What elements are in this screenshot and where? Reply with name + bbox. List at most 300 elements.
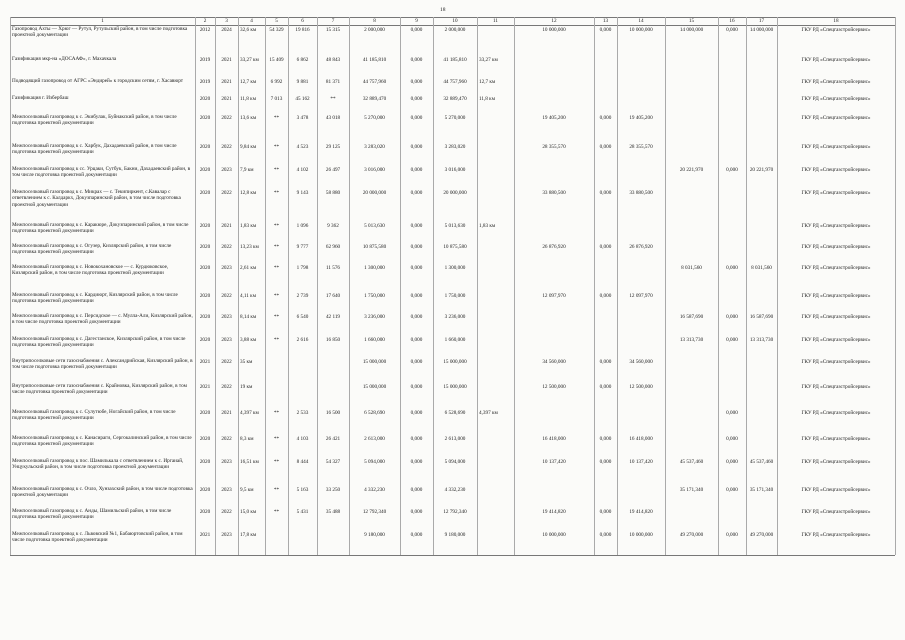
- table-cell: 0,000: [410, 265, 423, 271]
- table-cell: 2022: [221, 144, 232, 150]
- table-cell: 2022: [221, 115, 232, 121]
- table-cell: **: [273, 144, 280, 150]
- table-cell: 17 640: [325, 293, 341, 299]
- table-cell: 3,88 км: [240, 337, 257, 343]
- table-cell: 12,7 км: [240, 79, 257, 85]
- table-cell: 20 000,000: [443, 190, 467, 196]
- table-cell: **: [273, 115, 280, 121]
- table-cell: 5 163: [296, 487, 309, 493]
- header-col-number: 10: [452, 18, 458, 24]
- table-cell: 12,8 км: [240, 190, 257, 196]
- table-cell: 54 329: [269, 27, 284, 33]
- table-cell: 2020: [199, 509, 211, 515]
- table-cell: 0,000: [599, 384, 612, 390]
- table-cell: **: [273, 293, 280, 299]
- table-cell: 2021: [221, 57, 232, 63]
- table-cell: 34 560,000: [629, 359, 653, 365]
- table-cell: 14 000,000: [749, 27, 774, 33]
- table-cell: 2020: [199, 265, 211, 271]
- table-cell: 0,000: [410, 459, 423, 465]
- table-cell: 11,8 км: [240, 96, 256, 102]
- table-cell: 32 889,470: [362, 96, 387, 102]
- table-cell: 15 000,000: [362, 359, 387, 365]
- table-cell: 0,000: [410, 337, 423, 343]
- header-col-number: 14: [638, 18, 644, 24]
- table-cell: 0,000: [599, 293, 612, 299]
- table-cell: 58 880: [325, 190, 341, 196]
- table-cell: 9 180,000: [444, 532, 466, 538]
- table-cell: 10 137,420: [542, 459, 566, 465]
- header-col-number: 15: [688, 18, 695, 24]
- table-cell: 10 875,580: [443, 244, 467, 250]
- table-cell: 16 850: [325, 337, 341, 343]
- table-cell: 0,000: [410, 167, 423, 173]
- header-col-number: 5: [275, 18, 278, 24]
- table-column-rule: [238, 17, 239, 555]
- table-cell: 8,3 км: [240, 436, 254, 442]
- table-cell: 2023: [221, 337, 232, 343]
- table-column-rule: [265, 17, 266, 555]
- table-cell: 10 875,580: [362, 244, 387, 250]
- table-cell: 9 362: [327, 223, 339, 229]
- table-cell: 26 876,920: [542, 244, 566, 250]
- table-cell: 2020: [199, 167, 211, 173]
- table-cell: 2022: [221, 359, 232, 365]
- table-cell: 45 162: [295, 96, 310, 102]
- table-cell: 33,27 км: [240, 57, 259, 63]
- table-cell: **: [273, 167, 280, 173]
- table-cell: 62 960: [325, 244, 341, 250]
- object-name-cell: Межпоселковый газопровод к с. Канасираги, Сергокалинский район, в том числе подготовка проектной документации: [12, 435, 192, 448]
- contractor-cell: ГКУ РД «Спецгазстройсервис»: [801, 459, 871, 465]
- table-cell: 4,397 км: [240, 410, 259, 416]
- table-cell: 11 576: [325, 265, 341, 271]
- table-cell: 2023: [221, 459, 232, 465]
- table-cell: 15 409: [269, 57, 284, 63]
- table-cell: 0,000: [410, 115, 423, 121]
- table-cell: 2022: [221, 190, 232, 196]
- table-cell: 10 000,000: [629, 27, 653, 33]
- contractor-cell: ГКУ РД «Спецгазстройсервис»: [801, 532, 871, 538]
- table-cell: 9 180,000: [364, 532, 385, 538]
- table-column-rule: [215, 17, 216, 555]
- table-cell: 0,000: [410, 509, 423, 515]
- object-name-cell: Газопровод Ахты — Хрюг — Рутул, Рутульский район, в том числе подготовка проектной документации: [12, 26, 188, 39]
- table-cell: **: [273, 190, 280, 196]
- table-cell: 35 171,340: [749, 487, 774, 493]
- contractor-cell: ГКУ РД «Спецгазстройсервис»: [801, 384, 871, 390]
- table-cell: 2022: [221, 293, 232, 299]
- table-cell: 2 533: [296, 410, 309, 416]
- table-cell: 19 414,820: [629, 509, 653, 515]
- table-cell: 15 315: [325, 27, 341, 33]
- table-column-rule: [349, 17, 350, 555]
- contractor-cell: ГКУ РД «Спецгазстройсервис»: [801, 265, 871, 271]
- contractor-cell: ГКУ РД «Спецгазстройсервис»: [801, 436, 871, 442]
- table-cell: 0,000: [599, 459, 612, 465]
- table-cell: 13,23 км: [240, 244, 259, 250]
- table-cell: 49 270,000: [749, 532, 774, 538]
- table-cell: 26 421: [325, 436, 341, 442]
- table-cell: 16 418,000: [629, 436, 653, 442]
- table-cell: 54 327: [325, 459, 341, 465]
- table-cell: 2024: [221, 27, 232, 33]
- table-cell: 35 км: [240, 359, 253, 365]
- table-cell: 2020: [199, 314, 211, 320]
- table-cell: 6 992: [270, 79, 283, 85]
- table-cell: 0,000: [410, 532, 423, 538]
- table-cell: 49 270,000: [679, 532, 704, 538]
- table-cell: 12 500,000: [629, 384, 653, 390]
- table-cell: 10 000,000: [629, 532, 653, 538]
- table-cell: 2 739: [296, 293, 309, 299]
- table-cell: 45 537,460: [749, 459, 774, 465]
- table-cell: 33 880,500: [629, 190, 653, 196]
- header-col-number: 13: [602, 18, 609, 24]
- object-name-cell: Межпоселковый газопровод к с. Сулутюбе, Ногайский район, в том числе подготовка проектной документации: [12, 409, 176, 422]
- table-cell: 1 660,000: [364, 337, 385, 343]
- table-cell: 16 587,690: [679, 314, 704, 320]
- table-cell: 20 221,970: [749, 167, 774, 173]
- table-cell: 0,000: [726, 487, 738, 493]
- table-cell: 3 283,020: [444, 144, 466, 150]
- header-col-number: 18: [833, 18, 839, 24]
- table-cell: **: [273, 410, 280, 416]
- table-cell: 16 500: [325, 410, 341, 416]
- contractor-cell: ГКУ РД «Спецгазстройсервис»: [801, 96, 871, 102]
- table-cell: 2020: [199, 96, 211, 102]
- object-name-cell: Межпоселковый газопровод к с. Новокохановское — с. Курдюковское, Кизлярский район, в том числе подготовка проектной документации: [12, 264, 169, 277]
- header-col-number: 12: [551, 18, 557, 24]
- table-cell: 0,000: [410, 96, 423, 102]
- table-cell: 9 881: [296, 79, 309, 85]
- table-cell: 1 798: [296, 265, 309, 271]
- table-column-rule: [665, 17, 666, 555]
- table-cell: 2020: [199, 190, 211, 196]
- table-cell: 28 355,570: [542, 144, 566, 150]
- table-cell: 3 236,000: [444, 314, 466, 320]
- table-cell: 2020: [199, 293, 211, 299]
- table-column-rule: [718, 17, 719, 555]
- table-cell: 45 537,460: [679, 459, 704, 465]
- table-cell: 0,000: [599, 244, 612, 250]
- table-cell: 0,000: [410, 57, 423, 63]
- table-cell: 3 236,000: [364, 314, 385, 320]
- table-cell: 19 405,200: [542, 115, 566, 121]
- table-cell: 0,000: [726, 337, 738, 343]
- table-cell: 8 444: [296, 459, 309, 465]
- table-cell: 0,000: [410, 144, 423, 150]
- table-cell: 4 332,230: [364, 487, 385, 493]
- table-cell: 9 143: [296, 190, 309, 196]
- table-cell: 4 523: [296, 144, 309, 150]
- table-cell: 2 613,000: [444, 436, 466, 442]
- table-cell: 33 880,500: [542, 190, 566, 196]
- table-cell: 48 843: [325, 57, 341, 63]
- header-col-number: 8: [373, 18, 376, 24]
- table-cell: **: [273, 314, 280, 320]
- table-cell: 2022: [221, 384, 232, 390]
- table-cell: **: [273, 244, 280, 250]
- table-cell: 26 876,920: [629, 244, 653, 250]
- contractor-cell: ГКУ РД «Спецгазстройсервис»: [801, 293, 871, 299]
- table-cell: 4 102: [296, 167, 309, 173]
- table-cell: 2019: [199, 57, 211, 63]
- table-cell: **: [273, 487, 280, 493]
- contractor-cell: ГКУ РД «Спецгазстройсервис»: [801, 115, 871, 121]
- table-cell: 1 300,000: [444, 265, 466, 271]
- table-column-rule: [400, 17, 401, 555]
- table-cell: 16,51 км: [240, 459, 259, 465]
- contractor-cell: ГКУ РД «Спецгазстройсервис»: [801, 223, 871, 229]
- table-cell: 2021: [199, 532, 211, 538]
- table-cell: 10 000,000: [542, 532, 566, 538]
- table-cell: 2 616: [296, 337, 309, 343]
- table-cell: 2021: [199, 384, 211, 390]
- contractor-cell: ГКУ РД «Спецгазстройсервис»: [801, 337, 871, 343]
- table-cell: 42 119: [325, 314, 341, 320]
- object-name-cell: Межпоселковый газопровод к пос. Шамилькала с ответвлением к с. Иргаиай, Унцукульский район, в том числе подготовка проектной документации: [12, 458, 184, 471]
- table-cell: 20 221,970: [679, 167, 704, 173]
- table-cell: 2020: [199, 115, 211, 121]
- header-col-number: 6: [301, 18, 304, 24]
- table-cell: 33,27 км: [479, 57, 498, 63]
- object-name-cell: Межпоселковый газопровод к с. Львовский №1, Бабаюртовский район, в том числе подготовка проектной документации: [12, 531, 183, 544]
- table-cell: 17,8 км: [240, 532, 257, 538]
- table-cell: 15 000,000: [443, 359, 467, 365]
- table-cell: 26 497: [325, 167, 341, 173]
- object-name-cell: Межпоселковый газопровод к с. Харбук, Дахадаевский район, в том числе подготовка проектной документации: [12, 143, 177, 156]
- table-cell: 20 000,000: [362, 190, 387, 196]
- table-cell: 0,000: [410, 384, 423, 390]
- table-cell: 0,000: [599, 436, 612, 442]
- table-cell: 7 013: [270, 96, 283, 102]
- table-cell: 3 283,020: [364, 144, 385, 150]
- object-name-cell: Межпоселковый газопровод к с. Очло, Хунзахский район, в том числе подготовка проектной документации: [12, 486, 193, 499]
- contractor-cell: ГКУ РД «Спецгазстройсервис»: [801, 190, 871, 196]
- table-cell: 5 013,630: [364, 223, 385, 229]
- table-cell: 0,000: [599, 359, 612, 365]
- table-cell: 7,9 км: [240, 167, 254, 173]
- table-cell: 2021: [221, 410, 232, 416]
- table-cell: 0,000: [410, 223, 423, 229]
- table-cell: 1,83 км: [479, 223, 496, 229]
- table-cell: 4 332,230: [444, 487, 466, 493]
- table-cell: 0,000: [410, 190, 423, 196]
- table-cell: 28 355,570: [629, 144, 653, 150]
- table-cell: 6 528,690: [364, 410, 385, 416]
- table-cell: 35 488: [325, 509, 341, 515]
- table-cell: 19 км: [240, 384, 253, 390]
- object-name-cell: Газификация г. Избербаш: [12, 95, 69, 101]
- table-cell: 0,000: [410, 27, 423, 33]
- table-column-rule: [317, 17, 318, 555]
- table-cell: 1 660,000: [444, 337, 466, 343]
- table-cell: 19 414,820: [542, 509, 566, 515]
- table-column-rule: [10, 17, 11, 555]
- table-cell: 2019: [199, 79, 211, 85]
- table-cell: 2020: [199, 244, 211, 250]
- object-name-cell: Межпоселковый газопровод к с. Дагестанское, Кизлярский район, в том числе подготовка проектной документации: [12, 336, 186, 349]
- contractor-cell: ГКУ РД «Спецгазстройсервис»: [801, 359, 871, 365]
- table-cell: 19 816: [295, 27, 310, 33]
- table-cell: 35 171,340: [679, 487, 704, 493]
- table-cell: 2020: [199, 436, 211, 442]
- table-cell: 2023: [221, 487, 232, 493]
- table-cell: **: [330, 96, 336, 102]
- table-cell: 9,5 км: [240, 487, 254, 493]
- table-cell: 12 792,340: [362, 509, 387, 515]
- table-cell: 2012: [199, 27, 211, 33]
- contractor-cell: ГКУ РД «Спецгазстройсервис»: [801, 167, 871, 173]
- table-cell: 10 000,000: [542, 27, 566, 33]
- table-cell: 81 371: [325, 79, 341, 85]
- table-cell: 0,000: [410, 244, 423, 250]
- table-cell: 2,61 км: [240, 265, 257, 271]
- header-col-number: 4: [250, 18, 253, 24]
- header-col-number: 17: [758, 18, 765, 24]
- table-cell: 10 137,420: [629, 459, 653, 465]
- table-cell: 3 478: [296, 115, 309, 121]
- table-cell: 2023: [221, 265, 232, 271]
- table-cell: 44 757,960: [362, 79, 387, 85]
- table-cell: 0,000: [599, 144, 612, 150]
- header-col-number: 2: [203, 18, 207, 24]
- object-name-cell: Межпоселковый газопровод к с. Микрах — с. Текипиркент, с.Кавалар с ответвлением к с. Калдаркх, Докузпаринский район, в том числе подготовка проектной документации: [12, 189, 181, 208]
- table-cell: 6 528,690: [444, 410, 466, 416]
- table-cell: 2020: [199, 337, 211, 343]
- header-col-number: 16: [729, 18, 735, 24]
- table-cell: 29 125: [325, 144, 341, 150]
- table-cell: 2021: [221, 223, 232, 229]
- table-cell: 8,14 км: [240, 314, 257, 320]
- contractor-cell: ГКУ РД «Спецгазстройсервис»: [801, 314, 871, 320]
- table-cell: 2021: [199, 359, 211, 365]
- table-cell: 0,000: [599, 27, 612, 33]
- table-cell: 5 094,000: [444, 459, 466, 465]
- table-cell: 33 250: [325, 487, 341, 493]
- contractor-cell: ГКУ РД «Спецгазстройсервис»: [801, 487, 871, 493]
- table-cell: 2022: [221, 436, 232, 442]
- table-cell: 0,000: [599, 115, 612, 121]
- table-cell: 14 000,000: [679, 27, 704, 33]
- header-col-number: 9: [415, 18, 418, 24]
- table-cell: 15,0 км: [240, 509, 257, 515]
- table-cell: 5 431: [296, 509, 309, 515]
- table-cell: 2020: [199, 487, 211, 493]
- table-cell: 0,000: [410, 436, 423, 442]
- table-cell: 8 031,560: [681, 265, 702, 271]
- table-cell: 3 016,000: [444, 167, 466, 173]
- table-cell: 0,000: [599, 190, 612, 196]
- object-name-cell: Внутрипоселковые сети газоснабжения с. Александрийская, Кизлярский район, в том числе подготовка проектной документации: [12, 358, 193, 371]
- table-cell: 8 031,560: [751, 265, 772, 271]
- table-cell: 0,000: [726, 459, 738, 465]
- table-cell: **: [273, 337, 280, 343]
- table-cell: 13 313,730: [749, 337, 774, 343]
- contractor-cell: ГКУ РД «Спецгазстройсервис»: [801, 144, 871, 150]
- table-cell: 1 750,000: [364, 293, 385, 299]
- table-cell: 4,397 км: [479, 410, 498, 416]
- table-cell: 1,83 км: [240, 223, 257, 229]
- page-number: 18: [440, 7, 446, 13]
- table-cell: 2021: [221, 96, 232, 102]
- object-name-cell: Межпоселковый газопровод к с. Огузер, Кизлярский район, в том числе подготовка проектной документации: [12, 243, 172, 256]
- table-cell: **: [273, 509, 280, 515]
- object-name-cell: Межпоселковый газопровод к с. Кардиюрт, Кизлярский район, в том числе подготовка проектной документации: [12, 292, 178, 305]
- table-cell: 34 560,000: [542, 359, 566, 365]
- table-cell: 0,000: [410, 293, 423, 299]
- table-column-rule: [617, 17, 618, 555]
- table-column-rule: [746, 17, 747, 555]
- table-cell: **: [273, 265, 280, 271]
- table-cell: 2 000,000: [364, 27, 385, 33]
- table-cell: 2 613,000: [364, 436, 385, 442]
- contractor-cell: ГКУ РД «Спецгазстройсервис»: [801, 509, 871, 515]
- table-cell: 0,000: [726, 410, 738, 416]
- table-cell: 3 016,000: [364, 167, 385, 173]
- table-cell: 13,6 км: [240, 115, 257, 121]
- object-name-cell: Подводящий газопровод от АГРС «Эндирей» к городским сетям, г. Хасавюрт: [12, 78, 184, 84]
- table-cell: 44 757,960: [443, 79, 467, 85]
- table-cell: 2 000,000: [444, 27, 466, 33]
- table-cell: 9 777: [296, 244, 309, 250]
- table-cell: **: [273, 459, 280, 465]
- object-name-cell: Газификация мкр-на «ДОСААФ», г. Махачкала: [12, 56, 117, 62]
- table-cell: 41 185,810: [443, 57, 467, 63]
- table-cell: 1 300,000: [364, 265, 385, 271]
- table-cell: 0,000: [410, 314, 423, 320]
- table-cell: 2020: [199, 410, 211, 416]
- table-cell: 0,000: [726, 314, 738, 320]
- table-cell: 2022: [221, 244, 232, 250]
- table-cell: 16 587,690: [749, 314, 774, 320]
- table-column-rule: [195, 17, 196, 555]
- table-cell: 2022: [221, 509, 232, 515]
- table-column-rule: [288, 17, 289, 555]
- table-cell: 32 889,470: [443, 96, 467, 102]
- table-cell: 19 405,200: [629, 115, 653, 121]
- table-cell: 5 013,630: [444, 223, 466, 229]
- table-cell: 13 313,730: [679, 337, 704, 343]
- table-cell: 2023: [221, 532, 232, 538]
- table-cell: 0,000: [410, 359, 423, 365]
- table-column-rule: [594, 17, 595, 555]
- object-name-cell: Межпоселковый газопровод к сс. Урцаки, Сутбук, Бакни, Дахадаевский район, в том числе подготовка проектной документации: [12, 166, 191, 179]
- table-column-rule: [433, 17, 434, 555]
- table-cell: 9,84 км: [240, 144, 257, 150]
- table-cell: 6 862: [296, 57, 309, 63]
- table-cell: 12 792,340: [443, 509, 467, 515]
- table-row-rule: [10, 555, 895, 556]
- table-cell: 5 270,000: [444, 115, 466, 121]
- table-cell: 0,000: [726, 27, 738, 33]
- object-name-cell: Межпоселковый газопровод к с. Персидское — с. Мулла-Али, Кизлярский район, в том числе подготовка проектной документации: [12, 313, 193, 326]
- table-cell: **: [273, 223, 280, 229]
- table-cell: 15 000,000: [443, 384, 467, 390]
- table-cell: 4,11 км: [240, 293, 256, 299]
- table-cell: 5 270,000: [364, 115, 385, 121]
- table-cell: 12 097,970: [542, 293, 566, 299]
- table-cell: 2020: [199, 223, 211, 229]
- table-cell: 0,000: [599, 509, 612, 515]
- table-cell: 0,000: [726, 532, 738, 538]
- table-cell: 1 750,000: [444, 293, 466, 299]
- table-cell: 4 103: [296, 436, 309, 442]
- contractor-cell: ГКУ РД «Спецгазстройсервис»: [801, 410, 871, 416]
- contractor-cell: ГКУ РД «Спецгазстройсервис»: [801, 79, 871, 85]
- table-cell: 41 185,810: [362, 57, 387, 63]
